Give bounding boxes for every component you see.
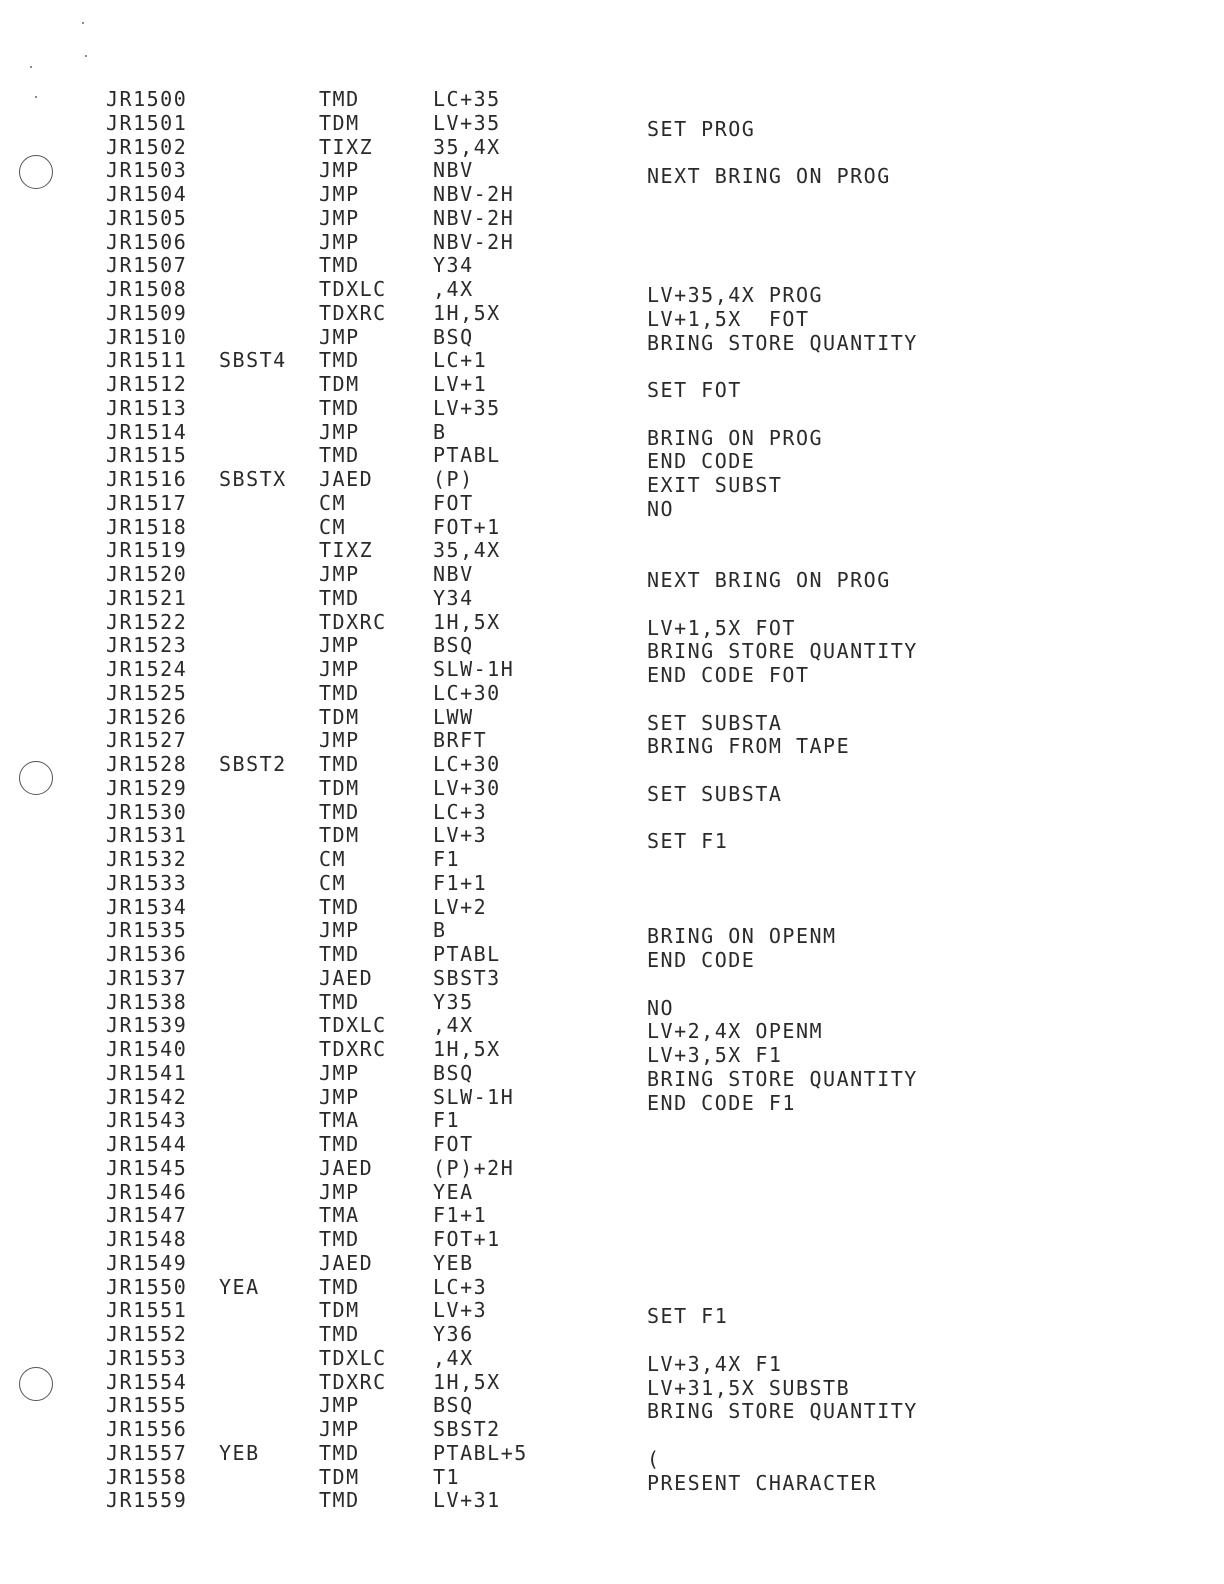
- line-number: JR1525: [106, 680, 188, 705]
- opcode: TMD: [319, 253, 360, 278]
- scan-speck: [30, 66, 32, 68]
- line-number: JR1556: [106, 1417, 188, 1441]
- line-number: JR1521: [106, 585, 188, 610]
- operand: LC+30: [433, 752, 501, 776]
- listing-row: [106, 349, 1106, 373]
- operand: (P): [433, 467, 474, 491]
- comment: (: [647, 1446, 661, 1471]
- opcode: TMD: [319, 585, 360, 610]
- listing-row: [106, 419, 1106, 450]
- listing-row: [106, 1060, 1106, 1091]
- line-number: JR1558: [106, 1464, 188, 1489]
- line-number: JR1557: [106, 1440, 188, 1465]
- comment: LV+3,5X F1: [647, 1043, 783, 1067]
- line-number: JR1541: [106, 1060, 188, 1085]
- assembly-listing: [106, 88, 1106, 1513]
- opcode: TMD: [319, 1440, 360, 1465]
- listing-row: [106, 516, 1106, 540]
- line-number: JR1551: [106, 1298, 188, 1323]
- listing-row: [106, 587, 1106, 611]
- line-number: JR1512: [106, 372, 188, 396]
- operand: LV+35: [433, 395, 501, 420]
- listing-row: [106, 1157, 1106, 1181]
- listing-row: [106, 848, 1106, 872]
- comment: EXIT SUBST: [647, 473, 783, 497]
- listing-row: [106, 1418, 1106, 1442]
- opcode: JAED: [319, 965, 374, 990]
- statement-label: SBSTX: [219, 467, 287, 491]
- comment: SET F1: [647, 1304, 729, 1329]
- operand: BSQ: [433, 633, 474, 658]
- operand: 35,4X: [433, 134, 501, 159]
- operand: Y34: [433, 253, 474, 278]
- line-number: JR1540: [106, 1037, 188, 1061]
- line-number: JR1508: [106, 277, 188, 301]
- line-number: JR1555: [106, 1393, 188, 1418]
- opcode: TMD: [319, 443, 360, 468]
- comment: LV+1,5X FOT: [647, 615, 796, 640]
- line-number: JR1544: [106, 1132, 188, 1156]
- listing-row: [106, 942, 1106, 972]
- opcode: TDM: [319, 775, 360, 800]
- line-number: JR1510: [106, 324, 188, 349]
- opcode: TDM: [319, 110, 360, 135]
- listing-row: [106, 443, 1106, 474]
- line-number: JR1506: [106, 229, 188, 254]
- listing-row: [106, 1252, 1106, 1276]
- statement-label: SBST4: [219, 348, 287, 373]
- line-number: JR1536: [106, 942, 188, 966]
- listing-row: [106, 207, 1106, 231]
- listing-row: [106, 1323, 1106, 1347]
- opcode: CM: [319, 490, 347, 515]
- opcode: TIXZ: [319, 538, 374, 563]
- comment: LV+35,4X PROG: [647, 283, 824, 307]
- line-number: JR1552: [106, 1322, 188, 1346]
- listing-row: [106, 88, 1106, 112]
- line-number: JR1554: [106, 1369, 188, 1394]
- opcode: JMP: [319, 1084, 360, 1109]
- opcode: TMD: [319, 989, 360, 1014]
- operand: (P)+2H: [433, 1155, 515, 1180]
- line-number: JR1516: [106, 467, 188, 491]
- listing-row: [106, 633, 1106, 664]
- opcode: JMP: [319, 205, 360, 230]
- listing-row: [106, 896, 1106, 920]
- operand: ,4X: [433, 1013, 474, 1038]
- operand: NBV: [433, 158, 474, 183]
- listing-row: [106, 1109, 1106, 1133]
- opcode: TDXLC: [319, 1345, 387, 1370]
- punch-hole-middle: [19, 761, 53, 795]
- line-number: JR1511: [106, 348, 188, 373]
- listing-row: [106, 1204, 1106, 1228]
- comment: SET FOT: [647, 378, 742, 402]
- listing-row: [106, 1013, 1106, 1044]
- operand: B: [433, 918, 447, 943]
- line-number: JR1527: [106, 728, 188, 753]
- comment: SET SUBSTA: [647, 710, 783, 735]
- line-number: JR1518: [106, 514, 188, 539]
- comment: SET SUBSTA: [647, 781, 783, 806]
- line-number: JR1535: [106, 918, 188, 943]
- opcode: JMP: [319, 562, 360, 586]
- operand: LC+30: [433, 680, 501, 705]
- opcode: TMD: [319, 1132, 360, 1156]
- opcode: JMP: [319, 229, 360, 254]
- operand: SBST3: [433, 965, 501, 990]
- operand: 1H,5X: [433, 1037, 501, 1061]
- listing-row: [106, 1489, 1106, 1513]
- opcode: TDXRC: [319, 1369, 387, 1394]
- line-number: JR1526: [106, 704, 188, 729]
- comment: LV+3,4X F1: [647, 1351, 783, 1376]
- operand: LC+3: [433, 1274, 488, 1299]
- comment: NEXT BRING ON PROG: [647, 164, 891, 189]
- line-number: JR1505: [106, 205, 188, 230]
- operand: BSQ: [433, 324, 474, 349]
- operand: FOT: [433, 1132, 474, 1156]
- opcode: CM: [319, 847, 347, 871]
- punch-hole-bottom: [19, 1367, 53, 1401]
- operand: LV+3: [433, 1298, 488, 1323]
- line-number: JR1514: [106, 419, 188, 444]
- opcode: TMD: [319, 799, 360, 824]
- operand: Y34: [433, 585, 474, 610]
- opcode: TDM: [319, 372, 360, 396]
- line-number: JR1517: [106, 490, 188, 515]
- operand: PTABL+5: [433, 1440, 528, 1465]
- listing-row: [106, 324, 1106, 355]
- line-number: JR1559: [106, 1488, 188, 1513]
- listing-row: [106, 1084, 1106, 1115]
- opcode: TMD: [319, 752, 360, 776]
- line-number: JR1528: [106, 752, 188, 776]
- operand: LV+31: [433, 1488, 501, 1513]
- opcode: TMD: [319, 87, 360, 111]
- line-number: JR1542: [106, 1084, 188, 1109]
- listing-row: [106, 539, 1106, 563]
- scan-speck: [85, 55, 87, 57]
- opcode: TIXZ: [319, 134, 374, 159]
- operand: 1H,5X: [433, 300, 501, 325]
- line-number: JR1531: [106, 823, 188, 848]
- operand: YEB: [433, 1250, 474, 1275]
- listing-row: [106, 158, 1106, 189]
- listing-row: [106, 657, 1106, 687]
- operand: ,4X: [433, 277, 474, 301]
- opcode: TDXRC: [319, 300, 387, 325]
- opcode: JMP: [319, 324, 360, 349]
- opcode: TDXLC: [319, 1013, 387, 1038]
- listing-row: [106, 609, 1106, 640]
- line-number: JR1534: [106, 894, 188, 919]
- operand: PTABL: [433, 942, 501, 966]
- comment: BRING STORE QUANTITY: [647, 1066, 918, 1091]
- line-number: JR1501: [106, 110, 188, 135]
- line-number: JR1545: [106, 1155, 188, 1180]
- line-number: JR1529: [106, 775, 188, 800]
- comment: END CODE: [647, 948, 756, 972]
- listing-row: [106, 682, 1106, 706]
- opcode: JAED: [319, 1155, 374, 1180]
- listing-row: [106, 372, 1106, 402]
- statement-label: YEB: [219, 1440, 260, 1465]
- operand: LC+35: [433, 87, 501, 111]
- listing-row: [106, 397, 1106, 421]
- line-number: JR1502: [106, 134, 188, 159]
- opcode: JMP: [319, 918, 360, 943]
- operand: T1: [433, 1464, 461, 1489]
- listing-row: [106, 562, 1106, 592]
- listing-row: [106, 967, 1106, 991]
- operand: ,4X: [433, 1345, 474, 1370]
- line-number: JR1549: [106, 1250, 188, 1275]
- operand: FOT+1: [433, 1227, 501, 1251]
- line-number: JR1532: [106, 847, 188, 871]
- operand: NBV-2H: [433, 182, 515, 206]
- line-number: JR1524: [106, 657, 188, 681]
- line-number: JR1553: [106, 1345, 188, 1370]
- line-number: JR1547: [106, 1203, 188, 1228]
- listing-row: [106, 728, 1106, 759]
- opcode: JMP: [319, 1060, 360, 1085]
- operand: LV+30: [433, 775, 501, 800]
- statement-label: SBST2: [219, 752, 287, 776]
- operand: PTABL: [433, 443, 501, 468]
- comment: SET PROG: [647, 116, 756, 141]
- opcode: TMD: [319, 1227, 360, 1251]
- listing-row: [106, 490, 1106, 521]
- line-number: JR1538: [106, 989, 188, 1014]
- listing-row: [106, 231, 1106, 255]
- opcode: JMP: [319, 657, 360, 681]
- operand: NBV-2H: [433, 205, 515, 230]
- listing-row: [106, 775, 1106, 806]
- opcode: JMP: [319, 182, 360, 206]
- comment: END CODE FOT: [647, 663, 810, 687]
- line-number: JR1520: [106, 562, 188, 586]
- operand: F1: [433, 1108, 461, 1133]
- line-number: JR1507: [106, 253, 188, 278]
- operand: LV+35: [433, 110, 501, 135]
- listing-row: [106, 823, 1106, 854]
- opcode: TDM: [319, 823, 360, 848]
- line-number: JR1530: [106, 799, 188, 824]
- operand: YEA: [433, 1179, 474, 1204]
- listing-row: [106, 300, 1106, 331]
- line-number: JR1513: [106, 395, 188, 420]
- listing-row: [106, 277, 1106, 307]
- line-number: JR1546: [106, 1179, 188, 1204]
- comment: BRING ON OPENM: [647, 924, 837, 949]
- line-number: JR1515: [106, 443, 188, 468]
- comment: END CODE: [647, 449, 756, 474]
- line-number: JR1503: [106, 158, 188, 183]
- opcode: TMD: [319, 680, 360, 705]
- comment: SET F1: [647, 829, 729, 854]
- listing-row: [106, 1228, 1106, 1252]
- opcode: TMD: [319, 1488, 360, 1513]
- opcode: TMD: [319, 348, 360, 373]
- comment: LV+31,5X SUBSTB: [647, 1375, 851, 1400]
- operand: NBV-2H: [433, 229, 515, 254]
- operand: FOT: [433, 490, 474, 515]
- operand: FOT+1: [433, 514, 501, 539]
- opcode: JAED: [319, 467, 374, 491]
- operand: 35,4X: [433, 538, 501, 563]
- line-number: JR1519: [106, 538, 188, 563]
- opcode: JMP: [319, 1417, 360, 1441]
- operand: NBV: [433, 562, 474, 586]
- listing-row: [106, 1037, 1106, 1067]
- comment: BRING STORE QUANTITY: [647, 330, 918, 355]
- opcode: TMD: [319, 395, 360, 420]
- opcode: TMA: [319, 1203, 360, 1228]
- comment: BRING STORE QUANTITY: [647, 1399, 918, 1424]
- listing-row: [106, 1298, 1106, 1329]
- operand: F1+1: [433, 1203, 488, 1228]
- opcode: TDXLC: [319, 277, 387, 301]
- listing-row: [106, 110, 1106, 141]
- comment: END CODE F1: [647, 1090, 796, 1115]
- listing-row: [106, 872, 1106, 896]
- comment: BRING FROM TAPE: [647, 734, 851, 759]
- listing-row: [106, 1464, 1106, 1495]
- listing-row: [106, 753, 1106, 777]
- line-number: JR1523: [106, 633, 188, 658]
- listing-row: [106, 183, 1106, 207]
- operand: LV+1: [433, 372, 488, 396]
- listing-row: [106, 1276, 1106, 1300]
- line-number: JR1500: [106, 87, 188, 111]
- listing-row: [106, 801, 1106, 825]
- opcode: CM: [319, 514, 347, 539]
- opcode: TDXRC: [319, 1037, 387, 1061]
- line-number: JR1539: [106, 1013, 188, 1038]
- line-number: JR1548: [106, 1227, 188, 1251]
- opcode: TMD: [319, 1322, 360, 1346]
- opcode: JAED: [319, 1250, 374, 1275]
- operand: BRFT: [433, 728, 488, 753]
- operand: 1H,5X: [433, 609, 501, 634]
- opcode: TMD: [319, 1274, 360, 1299]
- operand: LC+1: [433, 348, 488, 373]
- operand: LV+3: [433, 823, 488, 848]
- comment: NEXT BRING ON PROG: [647, 568, 891, 592]
- opcode: JMP: [319, 633, 360, 658]
- comment: LV+2,4X OPENM: [647, 1019, 824, 1044]
- comment: LV+1,5X FOT: [647, 306, 810, 331]
- operand: Y35: [433, 989, 474, 1014]
- statement-label: YEA: [219, 1274, 260, 1299]
- line-number: JR1509: [106, 300, 188, 325]
- operand: BSQ: [433, 1060, 474, 1085]
- operand: F1+1: [433, 870, 488, 895]
- operand: B: [433, 419, 447, 444]
- comment: BRING STORE QUANTITY: [647, 639, 918, 664]
- listing-row: [106, 1181, 1106, 1205]
- listing-row: [106, 136, 1106, 160]
- opcode: TDM: [319, 704, 360, 729]
- opcode: TMD: [319, 942, 360, 966]
- line-number: JR1543: [106, 1108, 188, 1133]
- operand: SLW-1H: [433, 657, 515, 681]
- line-number: JR1537: [106, 965, 188, 990]
- opcode: JMP: [319, 1179, 360, 1204]
- opcode: TDM: [319, 1464, 360, 1489]
- comment: NO: [647, 995, 675, 1020]
- punch-hole-top: [19, 155, 53, 189]
- opcode: JMP: [319, 158, 360, 183]
- opcode: JMP: [319, 419, 360, 444]
- opcode: TDXRC: [319, 609, 387, 634]
- operand: LWW: [433, 704, 474, 729]
- listing-row: [106, 1133, 1106, 1157]
- operand: LV+2: [433, 894, 488, 919]
- operand: BSQ: [433, 1393, 474, 1418]
- opcode: JMP: [319, 728, 360, 753]
- opcode: CM: [319, 870, 347, 895]
- listing-row: [106, 467, 1106, 497]
- scan-speck: [35, 96, 37, 98]
- listing-row: [106, 1345, 1106, 1376]
- line-number: JR1533: [106, 870, 188, 895]
- operand: SLW-1H: [433, 1084, 515, 1109]
- listing-row: [106, 989, 1106, 1020]
- operand: 1H,5X: [433, 1369, 501, 1394]
- listing-row: [106, 254, 1106, 278]
- scan-speck: [82, 22, 84, 24]
- listing-row: [106, 1393, 1106, 1424]
- comment: PRESENT CHARACTER: [647, 1470, 878, 1495]
- comment: BRING ON PROG: [647, 425, 824, 450]
- listing-row: [106, 918, 1106, 949]
- listing-row: [106, 1440, 1106, 1471]
- operand: LC+3: [433, 799, 488, 824]
- line-number: JR1550: [106, 1274, 188, 1299]
- operand: F1: [433, 847, 461, 871]
- comment: NO: [647, 496, 675, 521]
- operand: Y36: [433, 1322, 474, 1346]
- opcode: TMA: [319, 1108, 360, 1133]
- listing-row: [106, 704, 1106, 735]
- listing-row: [106, 1369, 1106, 1400]
- opcode: TDM: [319, 1298, 360, 1323]
- opcode: TMD: [319, 894, 360, 919]
- operand: SBST2: [433, 1417, 501, 1441]
- line-number: JR1522: [106, 609, 188, 634]
- opcode: JMP: [319, 1393, 360, 1418]
- line-number: JR1504: [106, 182, 188, 206]
